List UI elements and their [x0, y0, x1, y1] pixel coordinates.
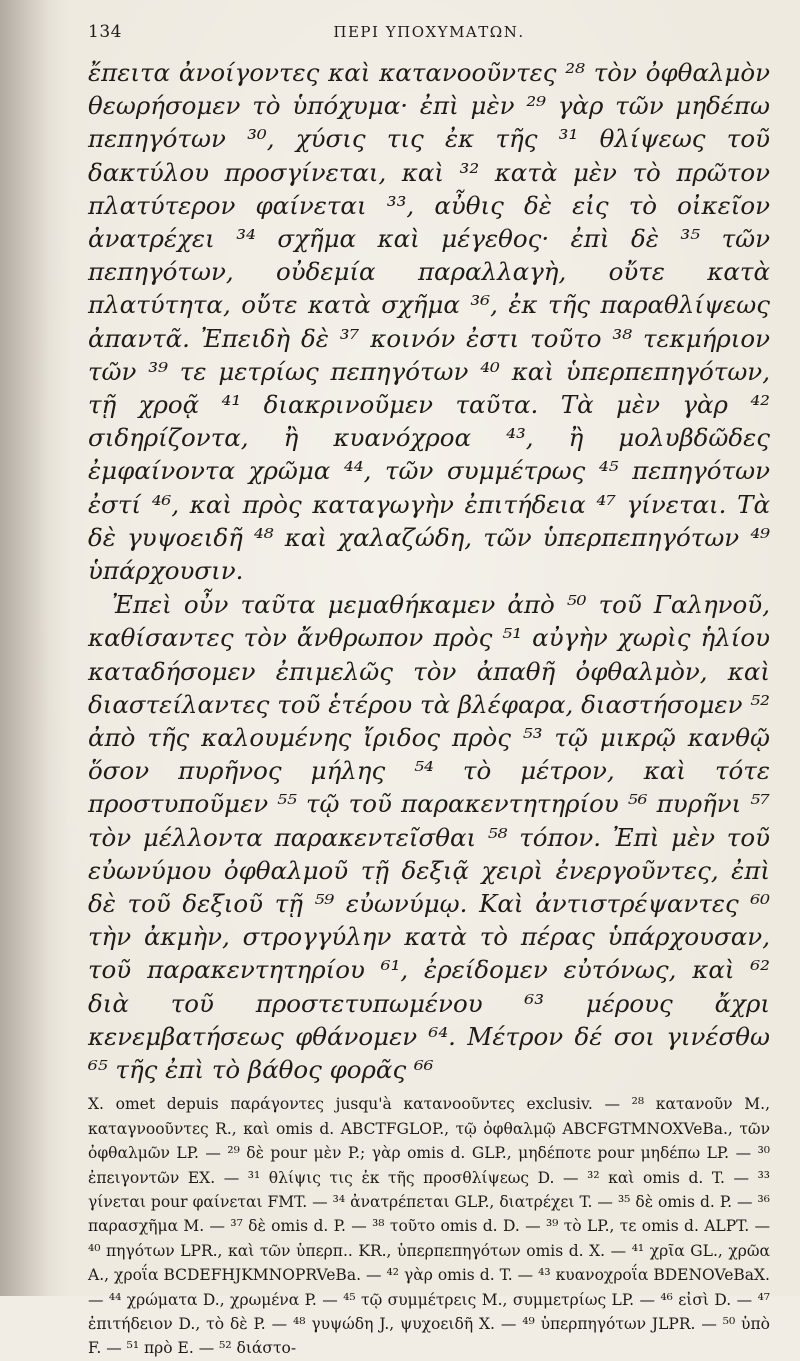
- apparatus-note: X. omet depuis παράγοντες jusqu'à κατανοοῦντες exclusiv. — ²⁸ κατανοῦν M., καταγνοοῦντες R., καὶ omis d. ABCTFGLOP., τῷ ὀφθαλμῷ ABCFGTMNOXVeBa., τῶν ὀφθαλμῶν LP. — ²⁹ δὲ pour μὲν P.; γὰρ omis d. GLP., μηδέποτε pour μηδέπω LP. — ³⁰ ἐπειγοντῶν EX. — ³¹ θλίψις τις ἐκ τῆς προσθλίψεως D. — ³² καὶ omis d. T. — ³³ γίνεται pour φαίνεται FMT. — ³⁴ ἀνατρέπεται GLP., διατρέχει T. — ³⁵ δὲ omis d. P. — ³⁶ παρασχῆμα M. — ³⁷ δὲ omis d. P. — ³⁸ τοῦτο omis d. D. — ³⁹ τὸ LP., τε omis d. ALPT. — ⁴⁰ πηγότων LPR., καὶ τῶν ὑπερπ.. KR., ὑπερπεπηγότων omis d. X. — ⁴¹ χρῖα GL., χρῶα A., χροΐα BCDEFHJKMNOPRVeBa. — ⁴² γὰρ omis d. T. — ⁴³ κυανοχροΐα BDENOVeBaX. — ⁴⁴ χρώματα D., χρωμένα P. — ⁴⁵ τῷ συμμέτρεις M., συμμετρίως LP. — ⁴⁶ εἰσὶ D. — ⁴⁷ ἐπιτήδειον D., τὸ δὲ P. — ⁴⁸ γυψώδη J., ψυχοειδῆ X. — ⁴⁹ ὑπερπηγότων JLPR. — ⁵⁰ ὑπὸ F. — ⁵¹ πρὸ E. — ⁵² διάστο-: [88, 1095, 770, 1358]
- running-title: ΠΕΡΙ ΥΠΟΧΥΜΑΤΩΝ.: [333, 23, 525, 41]
- page-gutter-shadow: [0, 0, 70, 1296]
- main-paragraph-2: Ἐπεὶ οὖν ταῦτα μεμαθήκαμεν ἀπὸ ⁵⁰ τοῦ Γαληνοῦ, καθίσαντες τὸν ἄνθρωπον πρὸς ⁵¹ αὐγὴν χωρὶς ἡλίου καταδήσομεν ἐπιμελῶς τὸν ἀπαθῆ ὀφθαλμὸν, καὶ διαστείλαντες τοῦ ἑτέρου τὰ βλέφαρα, διαστήσομεν ⁵² ἀπὸ τῆς καλουμένης ἴριδος πρὸς ⁵³ τῷ μικρῷ κανθῷ ὅσον πυρῆνος μήλης ⁵⁴ τὸ μέτρον, καὶ τότε προστυποῦμεν ⁵⁵ τῷ τοῦ παρακεντητηρίου ⁵⁶ πυρῆνι ⁵⁷ τὸν μέλλοντα παρακεντεῖσθαι ⁵⁸ τόπον. Ἐπὶ μὲν τοῦ εὐωνύμου ὀφθαλμοῦ τῇ δεξιᾷ χειρὶ ἐνεργοῦντες, ἐπὶ δὲ τοῦ δεξιοῦ τῇ ⁵⁹ εὐωνύμῳ. Καὶ ἀντιστρέψαντες ⁶⁰ τὴν ἀκμὴν, στρογγύλην κατὰ τὸ πέρας ὑπάρχουσαν, τοῦ παρακεντητηρίου ⁶¹, ἐρείδομεν εὐτόνως, καὶ ⁶² διὰ τοῦ προστετυπωμένου ⁶³ μέρους ἄχρι κενεμβατήσεως φθάνομεν ⁶⁴. Μέτρον δέ σοι γινέσθω ⁶⁵ τῆς ἐπὶ τὸ βάθος φορᾶς ⁶⁶: [88, 590, 770, 1085]
- page-number: 134: [88, 22, 122, 42]
- main-paragraph-1: ἔπειτα ἀνοίγοντες καὶ κατανοοῦντες ²⁸ τὸν ὀφθαλμὸν θεωρήσομεν τὸ ὑπόχυμα· ἐπὶ μὲν ²⁹ γὰρ τῶν μηδέπω πεπηγότων ³⁰, χύσις τις ἐκ τῆς ³¹ θλίψεως τοῦ δακτύλου προσγίνεται, καὶ ³² κατὰ μὲν τὸ πρῶτον πλατύτερον φαίνεται ³³, αὖθις δὲ εἰς τὸ οἰκεῖον ἀνατρέχει ³⁴ σχῆμα καὶ μέγεθος· ἐπὶ δὲ ³⁵ τῶν πεπηγότων, οὐδεμία παραλλαγὴ, οὔτε κατὰ πλατύτητα, οὔτε κατὰ σχῆμα ³⁶, ἐκ τῆς παραθλίψεως ἀπαντᾶ. Ἐπειδὴ δὲ ³⁷ κοινόν ἐστι τοῦτο ³⁸ τεκμήριον τῶν ³⁹ τε μετρίως πεπηγότων ⁴⁰ καὶ ὑπερπεπηγότων, τῇ χροᾷ ⁴¹ διακρινοῦμεν ταῦτα. Τὰ μὲν γὰρ ⁴² σιδηρίζοντα, ἢ κυανόχροα ⁴³, ἢ μολυβδῶδες ἐμφαίνοντα χρῶμα ⁴⁴, τῶν συμμέτρως ⁴⁵ πεπηγότων ἐστί ⁴⁶, καὶ πρὸς καταγωγὴν ἐπιτήδεια ⁴⁷ γίνεται. Τὰ δὲ γυψοειδῆ ⁴⁸ καὶ χαλαζώδη, τῶν ὑπερπεπηγότων ⁴⁹ ὑπάρχουσιν.: [88, 58, 770, 586]
- main-text: [88, 56, 770, 1086]
- critical-apparatus: [88, 1092, 770, 1360]
- page-header: [88, 22, 770, 46]
